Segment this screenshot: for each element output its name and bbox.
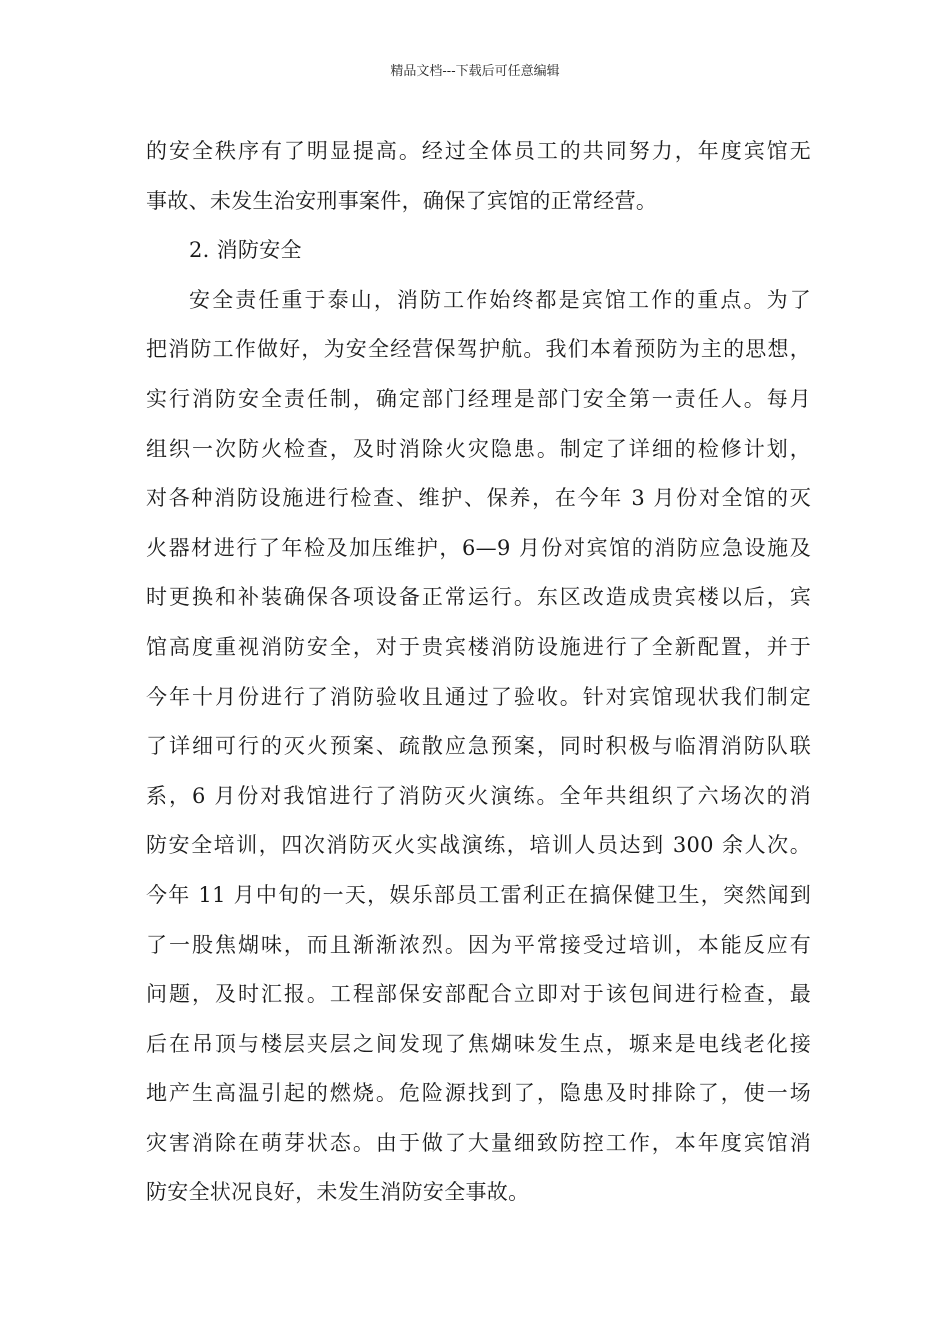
text-line: 时更换和补装确保各项设备正常运行。东区改造成贵宾楼以后，宾	[146, 585, 811, 610]
page-header: 精品文档---下载后可任意编辑	[390, 64, 560, 79]
text-line: 的安全秩序有了明显提高。经过全体员工的共同努力，年度宾馆无	[146, 139, 811, 163]
text-line: 问题，及时汇报。工程部保安部配合立即对于该包间进行检查，最	[146, 982, 811, 1007]
text-line: 系，6 月份对我馆进行了消防灭火演练。全年共组织了六场次的消	[146, 783, 811, 808]
text-line: 事故、未发生治安刑事案件，确保了宾馆的正常经营。	[146, 188, 658, 213]
text-line: 灾害消除在萌芽状态。由于做了大量细致防控工作，本年度宾馆消	[146, 1130, 811, 1155]
text-line: 今年 11 月中旬的一天，娱乐部员工雷利正在搞保健卫生，突然闻到	[146, 882, 811, 907]
text-line: 了详细可行的灭火预案、疏散应急预案，同时积极与临渭消防队联	[146, 734, 811, 759]
text-line: 组织一次防火检查，及时消除火灾隐患。制定了详细的检修计划，	[146, 436, 811, 461]
text-line: 馆高度重视消防安全，对于贵宾楼消防设施进行了全新配置，并于	[146, 634, 811, 659]
text-line: 火器材进行了年检及加压维护，6—9 月份对宾馆的消防应急设施及	[146, 535, 811, 560]
text-line: 实行消防安全责任制，确定部门经理是部门安全第一责任人。每月	[146, 386, 811, 411]
text-line: 防安全培训，四次消防灭火实战演练，培训人员达到 300 余人次。	[146, 833, 811, 858]
text-line: 今年十月份进行了消防验收且通过了验收。针对宾馆现状我们制定	[146, 684, 811, 709]
text-line: 后在吊顶与楼层夹层之间发现了焦煳味发生点，塬来是电线老化接	[146, 1031, 811, 1056]
text-line: 安全责任重于泰山，消防工作始终都是宾馆工作的重点。为了	[189, 287, 811, 312]
text-line: 对各种消防设施进行检查、维护、保养，在今年 3 月份对全馆的灭	[146, 486, 811, 511]
text-line: 防安全状况良好，未发生消防安全事故。	[146, 1180, 530, 1205]
text-line: 把消防工作做好，为安全经营保驾护航。我们本着预防为主的思想，	[146, 337, 811, 362]
text-line: 了一股焦煳味，而且渐渐浓烈。因为平常接受过培训，本能反应有	[146, 932, 811, 957]
text-line: 地产生高温引起的燃烧。危险源找到了，隐患及时排除了，使一场	[146, 1081, 811, 1106]
document-body	[146, 131, 811, 1222]
section-heading: 2. 消防安全	[189, 238, 302, 263]
